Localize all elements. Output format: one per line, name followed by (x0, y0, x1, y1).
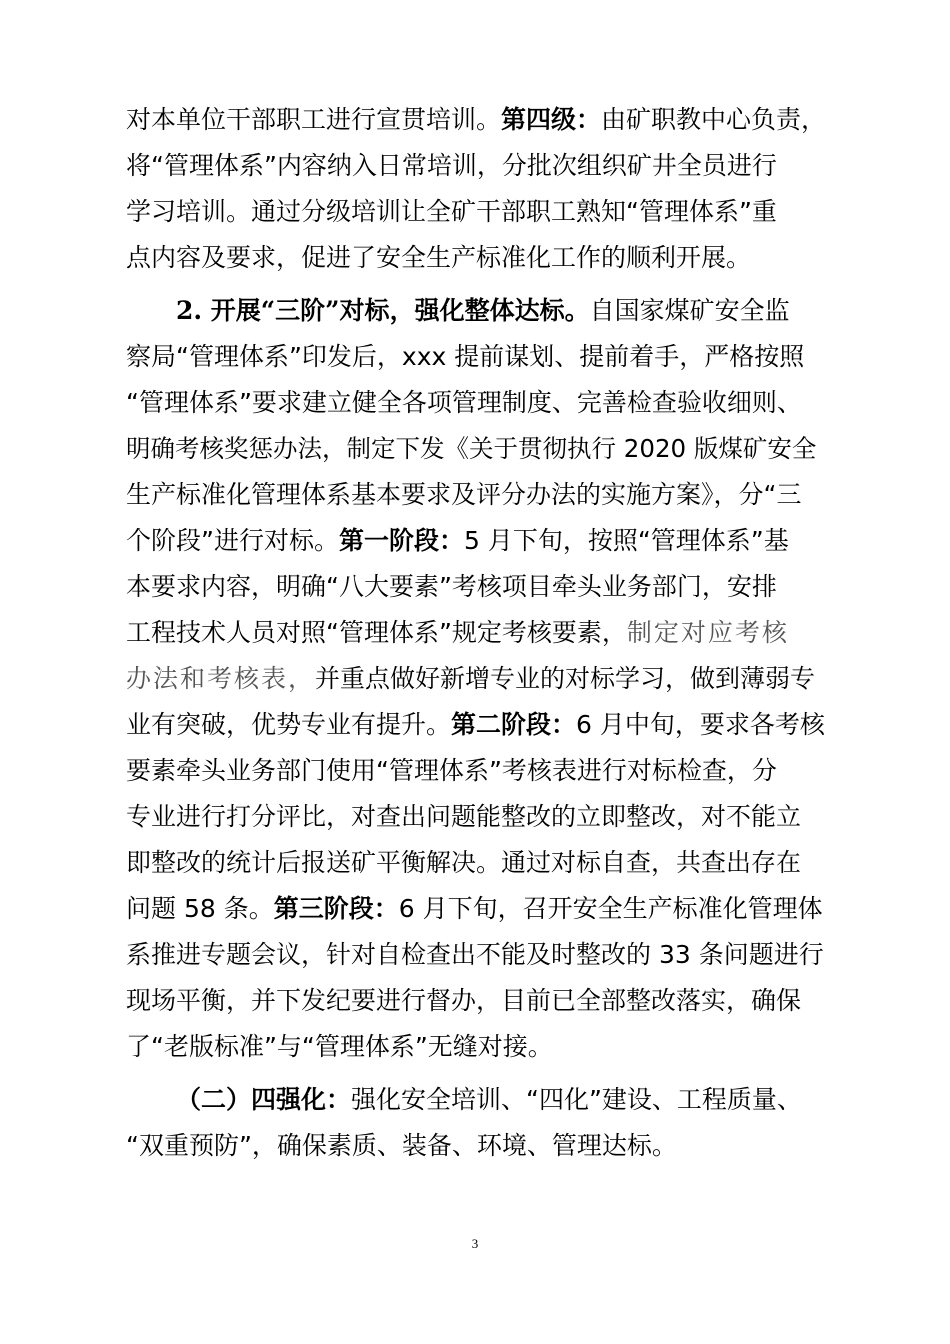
text-line: 察局“管理体系”印发后，xxx 提前谋划、提前着手，严格按照 (126, 342, 805, 371)
section-heading-line: 2. 开展“三阶”对标，强化整体达标。自国家煤矿安全监 (176, 296, 790, 325)
text-line: 将“管理体系”内容纳入日常培训，分批次组织矿井全员进行 (126, 151, 777, 180)
grey-text: 制定对应考核 (626, 618, 789, 647)
text-line: 系推进专题会议，针对自检查出不能及时整改的 33 条问题进行 (126, 940, 824, 969)
section-heading: （二）四强化： (176, 1085, 352, 1114)
text-line: 业有突破，优势专业有提升。第二阶段：6 月中旬，要求各考核 (126, 710, 825, 739)
text-line: 生产标准化管理体系基本要求及评分办法的实施方案》，分“三 (126, 480, 802, 509)
bold-label: 第二阶段： (451, 710, 577, 739)
text-line: 本要求内容，明确“八大要素”考核项目牵头业务部门，安排 (126, 572, 777, 601)
text-line: “管理体系”要求建立健全各项管理制度、完善检查验收细则、 (126, 388, 802, 417)
text-line: 问题 58 条。第三阶段：6 月下旬，召开安全生产标准化管理体 (126, 894, 823, 923)
text-line: 对本单位干部职工进行宣贯培训。第四级：由矿职教中心负责， (126, 105, 827, 134)
bold-label: 第三阶段： (273, 894, 399, 923)
text-line: 工程技术人员对照“管理体系”规定考核要素，制定对应考核 (126, 618, 789, 647)
section-heading: 2. 开展“三阶”对标，强化整体达标。 (176, 296, 590, 325)
page-number: 3 (471, 1236, 479, 1251)
text-line: 了“老版标准”与“管理体系”无缝对接。 (126, 1032, 553, 1061)
text-line: 学习培训。通过分级培训让全矿干部职工熟知“管理体系”重 (126, 197, 777, 226)
text-line: 点内容及要求，促进了安全生产标准化工作的顺利开展。 (126, 243, 752, 272)
text-line: “双重预防”，确保素质、装备、环境、管理达标。 (126, 1131, 677, 1160)
text-line: 办法和考核表，并重点做好新增专业的对标学习，做到薄弱专 (126, 664, 816, 693)
text-line: 要素牵头业务部门使用“管理体系”考核表进行对标检查，分 (126, 756, 777, 785)
text-line: 专业进行打分评比，对查出问题能整改的立即整改，对不能立 (126, 802, 802, 831)
text-line: 现场平衡，并下发纪要进行督办，目前已全部整改落实，确保 (126, 986, 802, 1015)
section-heading-line: （二）四强化：强化安全培训、“四化”建设、工程质量、 (176, 1085, 802, 1114)
text-line: 个阶段”进行对标。第一阶段：5 月下旬，按照“管理体系”基 (126, 526, 789, 555)
text-line: 即整改的统计后报送矿平衡解决。通过对标自查，共查出存在 (126, 848, 802, 877)
bold-label: 第四级： (501, 105, 602, 134)
grey-text: 办法和考核表， (126, 664, 316, 693)
text-line: 明确考核奖惩办法，制定下发《关于贯彻执行 2020 版煤矿安全 (126, 434, 817, 463)
bold-label: 第一阶段： (338, 526, 464, 555)
